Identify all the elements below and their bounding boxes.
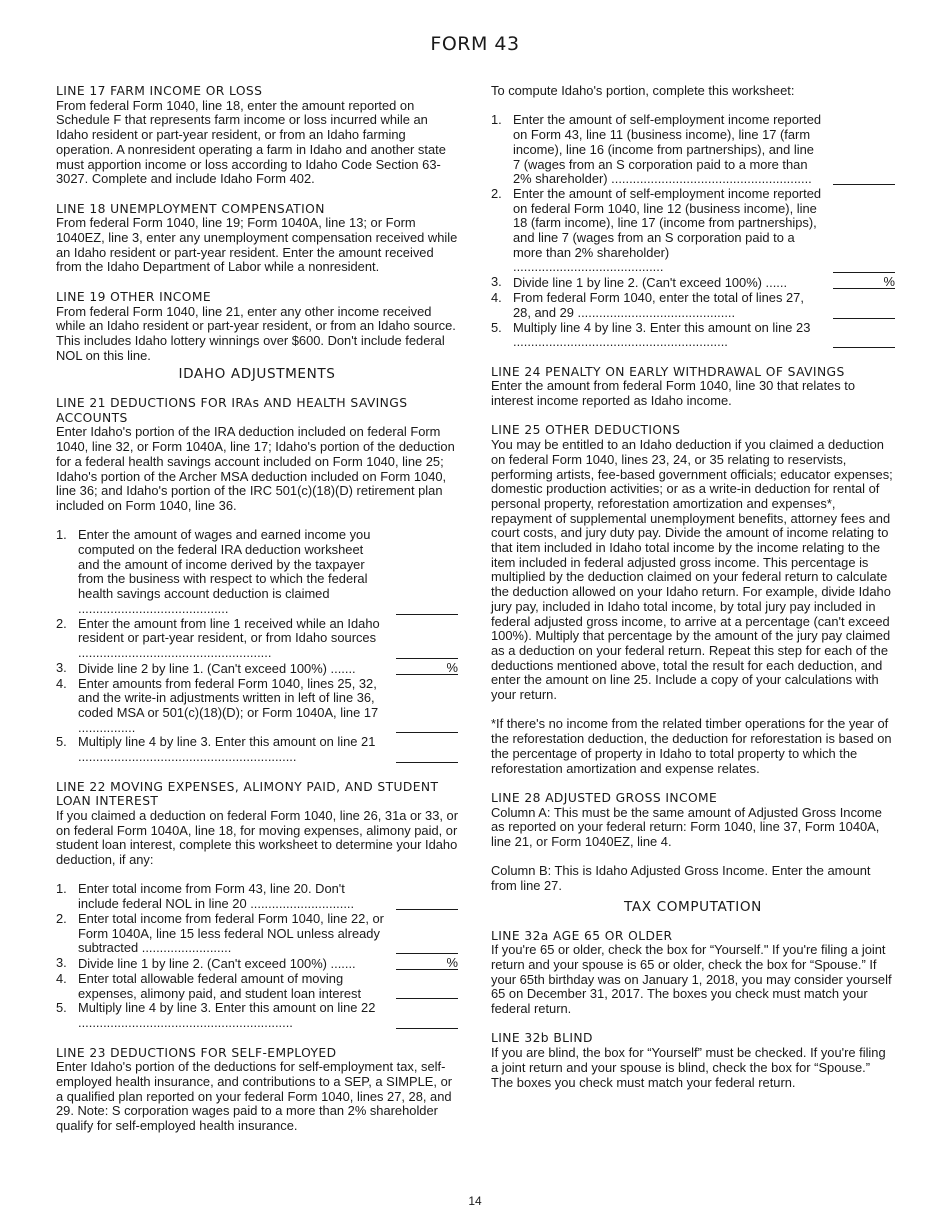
answer-blank[interactable] <box>396 601 458 615</box>
line17-text: From federal Form 1040, line 18, enter the amount reported on Schedule F that represents farm income or loss incurred while an Idaho resident or part-year resident, or from an Idaho farming operation. A nonresident operating a farm in Idaho and another state must apportion income or loss according to Idaho Code Section 63-3027. Complete and include Idaho Form 402. <box>56 97 446 187</box>
line32a-heading: LINE 32a AGE 65 OR OLDER <box>491 928 673 943</box>
line23-heading: LINE 23 DEDUCTIONS FOR SELF-EMPLOYED <box>56 1045 337 1060</box>
answer-blank[interactable] <box>833 305 895 319</box>
worksheet-item <box>56 882 458 911</box>
line23-section <box>56 1046 458 1134</box>
line25-section <box>491 423 895 702</box>
line19-heading: LINE 19 OTHER INCOME <box>56 289 212 304</box>
line22-heading: LINE 22 MOVING EXPENSES, ALIMONY PAID, AND STUDENT LOAN INTEREST <box>56 779 439 809</box>
answer-blank[interactable]: % <box>833 275 895 289</box>
left-column <box>56 84 458 1148</box>
answer-blank[interactable] <box>396 940 458 954</box>
item-text: Enter total allowable federal amount of moving expenses, alimony paid, and student loan interest <box>78 971 362 1001</box>
item-number: 1. <box>56 527 67 543</box>
line32a-text: If you're 65 or older, check the box for “Yourself." If you're filing a joint return and your spouse is 65 or older, check the box for “Spouse.” If your 65th birthday was on January 1, 2018, you may consider yourself 65 on December 31, 2017. The boxes you check must match your federal return. <box>491 942 892 1017</box>
line28-column-a: Column A: This must be the same amount of Adjusted Gross Income as reported on your federal return: Form 1040, line 37, Form 1040A, line 21, or Form 1040EZ, line 4. <box>491 804 882 850</box>
line24-section <box>491 365 895 409</box>
line25-footnote: *If there's no income from the related timber operations for the year of the reforestation deduction, the deduction for reforestation is based on the percentage of property in Idaho to total property to which the reforestation amortization and expense relates. <box>491 716 892 776</box>
line18-section <box>56 202 458 276</box>
item-number: 5. <box>56 734 67 750</box>
answer-blank[interactable] <box>396 896 458 910</box>
answer-blank[interactable] <box>396 1015 458 1029</box>
line22-section <box>56 780 458 868</box>
line24-text: Enter the amount from federal Form 1040, line 30 that relates to interest income reported as Idaho income. <box>491 378 855 409</box>
item-text: Enter the amount of wages and earned income you computed on the federal IRA deduction worksheet and the amount of income derived by the taxpayer from the business with respect to which the federal health savings account deduction is claimed .......................................... <box>78 527 371 616</box>
item-number: 3. <box>491 274 502 290</box>
answer-blank[interactable] <box>396 719 458 733</box>
item-number: 1. <box>491 112 502 128</box>
line18-text: From federal Form 1040, line 19; Form 1040A, line 13; or Form 1040EZ, line 3, enter any unemployment compensation received while an Idaho resident or part-year resident. Enter the amount received from the Idaho Department of Labor while a nonresident. <box>56 215 458 275</box>
worksheet-intro: To compute Idaho's portion, complete this worksheet: <box>491 83 795 98</box>
line32b-section <box>491 1031 895 1090</box>
worksheet-item <box>56 677 458 736</box>
item-text: Divide line 2 by line 1. (Can't exceed 100%) ....... <box>78 660 356 676</box>
line32a-section <box>491 929 895 1017</box>
item-text: Enter the amount from line 1 received while an Idaho resident or part-year resident, or from Idaho sources ...................................................... <box>78 615 380 660</box>
item-text: Enter the amount of self-employment income reported on federal Form 1040, line 12 (business income), line 18 (farm income), line 17 (income from partnerships), and line 7 (wages from an S corporation paid to a more than 2% shareholder) .......................................... <box>513 185 822 275</box>
line32b-text: If you are blind, the box for “Yourself” must be checked. If you're filing a joint return and your spouse is blind, check the box for “Spouse.” The boxes you check must match your federal return. <box>491 1045 886 1090</box>
line21-section <box>56 396 458 514</box>
answer-blank[interactable] <box>833 171 895 185</box>
line25-text: You may be entitled to an Idaho deduction if you claimed a deduction on federal Form 1040, lines 23, 24, or 35 relating to reservists, performing artists, fee-based government officials; educator expenses; domestic production activities; or as a write-in deduction for rental of personal property, reforestation amortization and expenses*, repayment of supplemental unemployment benefits, attorney fees and court costs, and jury duty pay. Divide the amount of income relating to that item included in Idaho total income by the income relating to the item included in federal adjusted gross income. This percentage is multiplied by the deduction claimed on your federal return to calculate the deduction allowed on your Idaho return. For example, divide Idaho jury pay, included in Idaho total income, by total jury pay included in federal adjusted gross income, to arrive at a percentage (can't exceed 100%). Multiply that percentage by the amount of the jury pay claimed as a deduction on your federal return. Repeat this step for each of the deductions mentioned above, total the result for each deduction, and enter the amount on line 25. Include a copy of your calculations with your return. <box>491 437 893 703</box>
worksheet-item <box>491 187 895 275</box>
answer-blank[interactable] <box>396 985 458 999</box>
answer-blank[interactable] <box>833 334 895 348</box>
item-text: Enter total income from federal Form 1040, line 22, or Form 1040A, line 15 less federal NOL unless already subtracted ......................... <box>78 910 384 956</box>
worksheet-item <box>56 661 458 677</box>
line19-text: From federal Form 1040, line 21, enter any other income received while an Idaho resident or part-year resident, or from an Idaho source. This includes Idaho lottery winnings over $600. Don't include federal NOL on this line. <box>56 303 456 363</box>
line21-text: Enter Idaho's portion of the IRA deduction included on federal Form 1040, line 32, or Form 1040A, line 17; Idaho's portion of the deduction for a federal health savings account included on Form 1040, line 25; Idaho's portion of the Archer MSA deduction included on Form 1040, line 36; and Idaho's portion of the IRC 501(c)(18)(D) retirement plan included on Form 1040, line 36. <box>56 424 455 513</box>
answer-blank[interactable]: % <box>396 956 458 970</box>
worksheet-item <box>491 275 895 291</box>
line28-section <box>491 791 895 850</box>
item-number: 2. <box>491 185 502 201</box>
line17-heading: LINE 17 FARM INCOME OR LOSS <box>56 84 263 98</box>
line22-worksheet <box>56 882 458 1030</box>
line18-heading: LINE 18 UNEMPLOYMENT COMPENSATION <box>56 201 325 216</box>
item-text: From federal Form 1040, enter the total of lines 27, 28, and 29 ............................................ <box>513 290 804 320</box>
tax-computation-heading: TAX COMPUTATION <box>624 898 762 915</box>
item-number: 4. <box>56 971 67 986</box>
worksheet-item <box>56 617 458 661</box>
line23-worksheet <box>491 113 895 350</box>
line19-section <box>56 290 458 364</box>
idaho-adjustments-heading: IDAHO ADJUSTMENTS <box>178 366 336 383</box>
line17-section <box>56 84 458 187</box>
answer-blank[interactable]: % <box>396 661 458 675</box>
worksheet-item <box>56 528 458 616</box>
item-number: 3. <box>56 659 67 675</box>
worksheet-item <box>491 321 895 350</box>
line32b-heading: LINE 32b BLIND <box>491 1031 593 1046</box>
answer-blank[interactable] <box>833 259 895 273</box>
item-text: Multiply line 4 by line 3. Enter this amount on line 22 ............................................................ <box>78 1000 376 1031</box>
item-number: 2. <box>56 615 67 631</box>
worksheet-item <box>56 972 458 1001</box>
line24-heading: LINE 24 PENALTY ON EARLY WITHDRAWAL OF SAVINGS <box>491 364 845 379</box>
item-number: 1. <box>56 881 67 897</box>
worksheet-item <box>56 735 458 764</box>
answer-blank[interactable] <box>396 645 458 659</box>
worksheet-item <box>56 1001 458 1030</box>
page-title: FORM 43 <box>430 33 520 55</box>
item-number: 5. <box>56 1000 67 1016</box>
item-number: 4. <box>56 675 67 691</box>
item-number: 3. <box>56 955 67 970</box>
worksheet-item <box>491 113 895 187</box>
line21-worksheet <box>56 528 458 765</box>
item-text: Divide line 1 by line 2. (Can't exceed 100%) ...... <box>513 275 788 291</box>
answer-blank[interactable] <box>396 749 458 763</box>
page-number: 14 <box>468 1194 482 1208</box>
item-text: Multiply line 4 by line 3. Enter this amount on line 21 ............................................................. <box>78 734 376 765</box>
item-text: Enter total income from Form 43, line 20. Don't include federal NOL in line 20 ............................. <box>78 881 355 912</box>
line21-heading: LINE 21 DEDUCTIONS FOR IRAs AND HEALTH SAVINGS ACCOUNTS <box>56 396 408 425</box>
item-text: Enter amounts from federal Form 1040, lines 25, 32, and the write-in adjustments written in left of line 36, coded MSA or 501(c)(18)(D); or Form 1040A, line 17 ................ <box>78 675 379 735</box>
item-number: 2. <box>56 910 67 926</box>
line28-column-b: Column B: This is Idaho Adjusted Gross Income. Enter the amount from line 27. <box>491 863 871 894</box>
worksheet-item <box>56 956 458 972</box>
line28-heading: LINE 28 ADJUSTED GROSS INCOME <box>491 790 718 805</box>
right-column <box>491 84 895 1105</box>
worksheet-item <box>491 291 895 320</box>
item-number: 4. <box>491 290 502 306</box>
item-text: Multiply line 4 by line 3. Enter this amount on line 23 ............................................................ <box>513 319 811 350</box>
item-text: Divide line 1 by line 2. (Can't exceed 100%) ....... <box>78 956 356 972</box>
worksheet-item <box>56 912 458 956</box>
item-text: Enter the amount of self-employment income reported on Form 43, line 11 (business income), line 17 (farm income), line 16 (income from partnerships), and line 7 (wages from an S corporation paid to a more than 2% shareholder) ........................................................ <box>513 112 822 187</box>
line23-text: Enter Idaho's portion of the deductions for self-employment tax, self-employed health insurance, and contributions to a SEP, a SIMPLE, or a qualified plan reported on your federal Form 1040, lines 27, 28, and 29. Note: S corporation wages paid to a more than 2% shareholder qualify for self-employed health insurance. <box>56 1059 453 1134</box>
line22-text: If you claimed a deduction on federal Form 1040, line 26, 31a or 33, or on federal Form 1040A, line 18, for moving expenses, alimony paid, or student loan interest, complete this worksheet to determine your Idaho deduction, if any: <box>56 807 459 868</box>
item-number: 5. <box>491 319 502 335</box>
line25-heading: LINE 25 OTHER DEDUCTIONS <box>491 423 681 438</box>
